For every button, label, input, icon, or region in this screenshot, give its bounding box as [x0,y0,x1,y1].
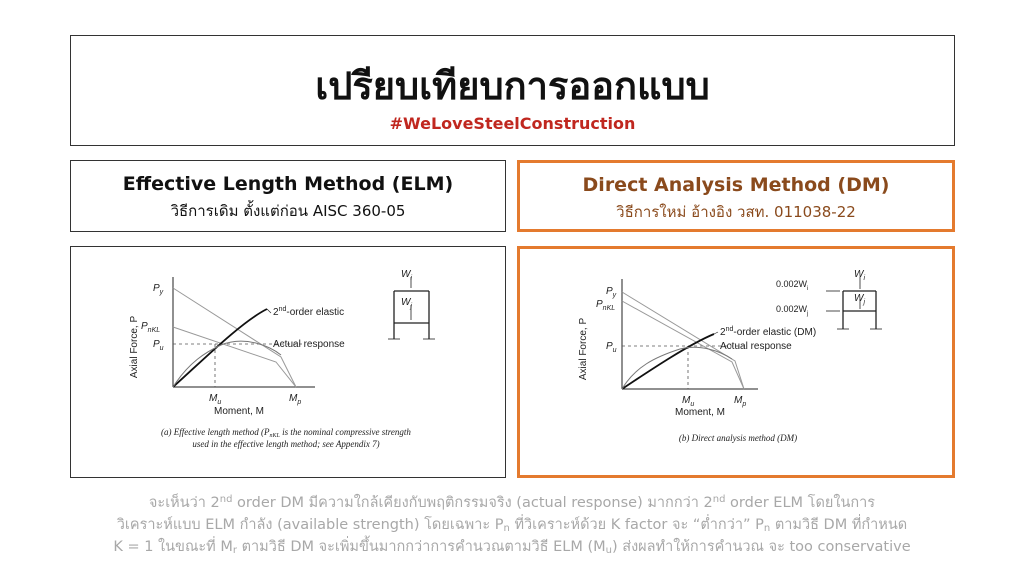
dm-tick-pu: $P_u$ [606,341,617,354]
dm-frame-wj: $W_j$ [854,293,866,306]
summary-line-1: จะเห็นว่า 2nd order DM มีความใกล้เคียงกับพฤติกรรมจริง (actual response) มากกว่า 2nd order ELM โดยในการ [148,494,876,511]
elm-x-axis-label: Moment, M [213,406,265,417]
summary-line-2: วิเคราะห์แบบ ELM กำลัง (available strength) โดยเฉพาะ $P_n$ ที่วิเคราะห์ด้วย K factor จะ “ต่ำกว่า” $P_n$ ตามวิธี DM ที่กำหนด [116,517,908,534]
dm-y-axis-label: Axial Force, P [578,317,589,381]
summary-text [20,492,1004,558]
elm-tick-mu: $M_u$ [209,393,222,406]
dm-subtitle: วิธีการใหม่ อ้างอิง วสท. 011038-22 [616,203,856,221]
dm-caption: (b) Direct analysis method (DM) [678,433,798,443]
dm-notional-load-j: $0.002W_j$ [776,304,809,317]
dm-chart-box [517,246,955,478]
elm-chart-box [70,246,506,478]
dm-tick-py: $P_y$ [606,286,617,299]
dm-2nd-order-curve [622,334,714,389]
elm-actual-response-label: Actual response [273,339,345,350]
dm-frame-wi: $W_i$ [854,269,866,282]
elm-2nd-order-label: 2nd-order elastic [273,306,345,318]
elm-frame-wj: $W_j$ [401,297,413,310]
dm-tick-mu: $M_u$ [682,395,695,408]
elm-py-interaction-line [173,288,296,387]
dm-title: Direct Analysis Method (DM) [582,174,890,196]
elm-2nd-order-curve [173,309,267,387]
title-box [70,35,955,146]
elm-frame-wi: $W_i$ [401,269,413,282]
dm-notional-load-i: $0.002W_i$ [776,279,809,292]
elm-tick-pnkl: $P_{nKL}$ [141,321,161,334]
elm-pnkl-interaction-line [173,327,296,387]
dm-2nd-order-label: 2nd-order elastic (DM) [720,326,817,338]
dm-tick-mp: $M_p$ [734,395,747,408]
elm-caption-line1: (a) Effective length method ($P_{nKL}$ is the nominal compressive strength [161,427,411,439]
dm-tick-pnkl: $P_{nKL}$ [596,299,616,312]
elm-tick-py: $P_y$ [153,283,164,296]
dm-header-box [517,160,955,232]
elm-actual-response-curve [173,341,281,387]
elm-diagram [71,247,507,479]
dm-actual-response-label: Actual response [720,341,792,352]
page-title: เปรียบเทียบการออกแบบ [315,64,710,108]
elm-subtitle: วิธีการเดิม ตั้งแต่ก่อน AISC 360-05 [170,202,406,220]
elm-header-box [70,160,506,232]
elm-tick-mp: $M_p$ [289,393,302,406]
dm-x-axis-label: Moment, M [674,407,726,418]
elm-y-axis-label: Axial Force, P [129,315,140,379]
elm-title: Effective Length Method (ELM) [122,173,454,195]
elm-tick-pu: $P_u$ [153,339,164,352]
elm-caption-line2: used in the effective length method; see Appendix 7) [192,439,380,449]
summary-line-3: K = 1 ในขณะที่ $M_r$ ตามวิธี DM จะเพิ่มขึ้นมากกว่าการคำนวณตามวิธี ELM $(M_u)$ ส่งผลทำให้การคำนวณ จะ too conservative [113,539,911,556]
dm-diagram [520,249,952,475]
hashtag: #WeLoveSteelConstruction [389,114,636,133]
